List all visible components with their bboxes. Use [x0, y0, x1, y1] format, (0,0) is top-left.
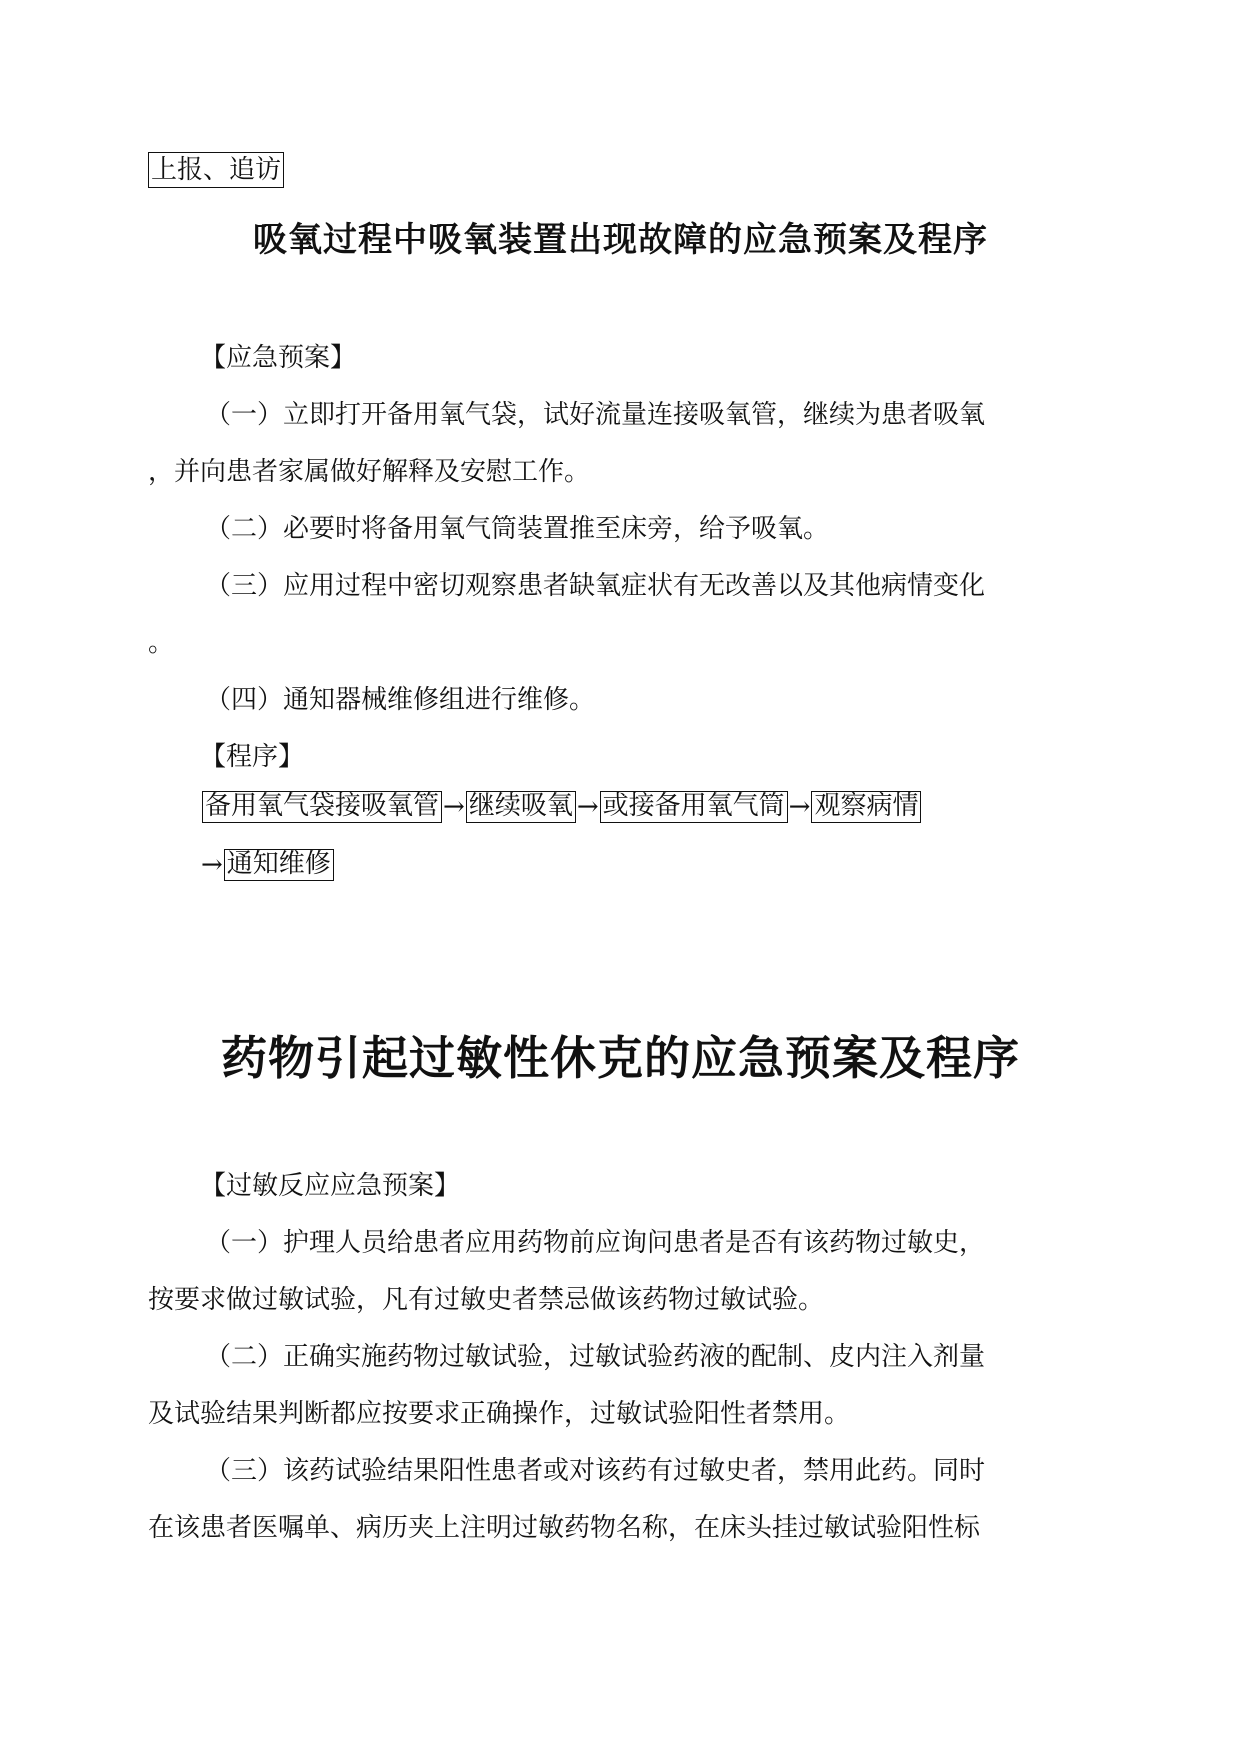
section2-item-3: （三）该药试验结果阳性患者或对该药有过敏史者，禁用此药。同时	[205, 1456, 986, 1486]
section1-plan-heading: 【应急预案】	[200, 343, 357, 373]
section2-item-2-cont: 及试验结果判断都应按要求正确操作，过敏试验阳性者禁用。	[148, 1399, 851, 1429]
section1-item-1-cont: ，并向患者家属做好解释及安慰工作。	[148, 457, 591, 487]
flow-step-5: 通知维修	[224, 849, 334, 881]
section1-item-1: （一）立即打开备用氧气袋，试好流量连接吸氧管，继续为患者吸氧	[205, 400, 986, 430]
section1-item-2: （二）必要时将备用氧气筒装置推至床旁，给予吸氧。	[205, 514, 830, 544]
section2-item-2: （二）正确实施药物过敏试验，过敏试验药液的配制、皮内注入剂量	[205, 1342, 986, 1372]
section2-title: 药物引起过敏性休克的应急预案及程序	[221, 1031, 1020, 1085]
section1-title: 吸氧过程中吸氧装置出现故障的应急预案及程序	[253, 220, 988, 260]
section2-plan-heading: 【过敏反应应急预案】	[200, 1171, 461, 1201]
section1-item-3: （三）应用过程中密切观察患者缺氧症状有无改善以及其他病情变化	[205, 571, 986, 601]
flow-arrow-icon: →	[576, 792, 599, 822]
section2-item-3-cont: 在该患者医嘱单、病历夹上注明过敏药物名称，在床头挂过敏试验阳性标	[148, 1513, 981, 1543]
flow-arrow-icon: →	[201, 850, 223, 880]
flow-step-4: 观察病情	[811, 791, 921, 823]
flow-step-2: 继续吸氧	[466, 791, 576, 823]
flow-arrow-icon: →	[443, 792, 465, 822]
flow-row-2	[200, 848, 334, 882]
flow-arrow-icon: →	[788, 792, 811, 822]
flow-row-1	[202, 790, 921, 824]
section1-item-4: （四）通知器械维修组进行维修。	[205, 685, 596, 715]
top-box-label: 上报、追访	[148, 152, 284, 188]
section2-item-1: （一）护理人员给患者应用药物前应询问患者是否有该药物过敏史，	[205, 1228, 986, 1258]
section1-item-3-cont: 。	[148, 628, 175, 658]
section2-item-1-cont: 按要求做过敏试验，凡有过敏史者禁忌做该药物过敏试验。	[148, 1285, 825, 1315]
flow-step-1: 备用氧气袋接吸氧管	[202, 791, 442, 823]
section1-program-heading: 【程序】	[200, 742, 305, 772]
flow-step-3: 或接备用氧气筒	[600, 791, 788, 823]
